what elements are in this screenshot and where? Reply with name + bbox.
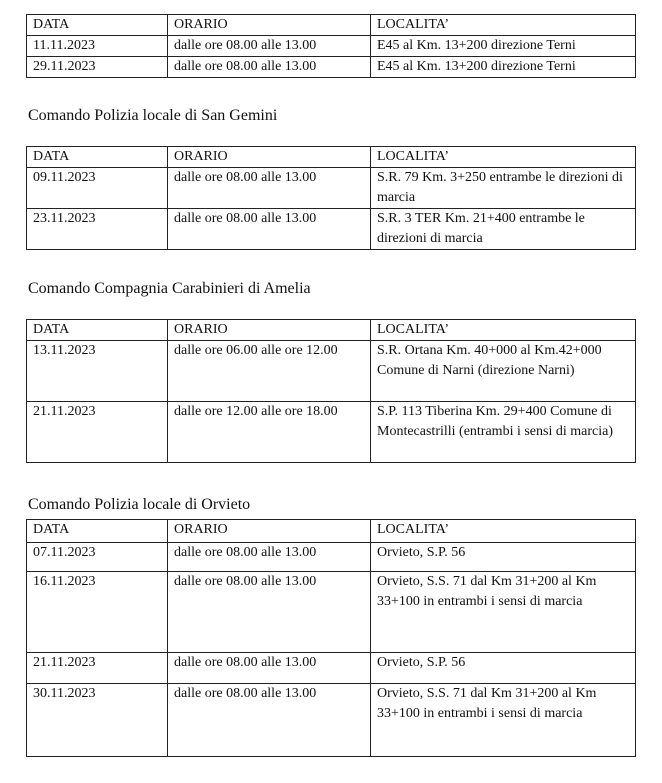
table-row [27, 684, 636, 757]
cell-date: 21.11.2023 [27, 653, 168, 684]
table-row [27, 57, 636, 78]
section-title-orvieto: Comando Polizia locale di Orvieto [28, 496, 251, 513]
cell-time: dalle ore 06.00 alle ore 12.00 [168, 341, 371, 402]
cell-location: Orvieto, S.P. 56 [371, 543, 636, 572]
table-row [27, 168, 636, 209]
cell-location: Orvieto, S.S. 71 dal Km 31+200 al Km 33+100 in entrambi i sensi di marcia [371, 684, 636, 757]
table-header-row [27, 15, 636, 36]
table-header-row [27, 147, 636, 168]
cell-date: 29.11.2023 [27, 57, 168, 78]
cell-time: dalle ore 08.00 alle 13.00 [168, 168, 371, 209]
cell-time: dalle ore 08.00 alle 13.00 [168, 543, 371, 572]
cell-date: 16.11.2023 [27, 572, 168, 653]
cell-location: S.R. 3 TER Km. 21+400 entrambe le direzioni di marcia [371, 209, 636, 250]
header-date: DATA [27, 147, 168, 168]
cell-date: 13.11.2023 [27, 341, 168, 402]
cell-location: Orvieto, S.P. 56 [371, 653, 636, 684]
header-date: DATA [27, 15, 168, 36]
header-location: LOCALITA’ [371, 15, 636, 36]
cell-location: S.R. 79 Km. 3+250 entrambe le direzioni di marcia [371, 168, 636, 209]
schedule-table-orvieto [26, 519, 636, 757]
table-header-row [27, 320, 636, 341]
schedule-table-amelia [26, 319, 636, 463]
schedule-table-san-gemini [26, 146, 636, 250]
table-row [27, 36, 636, 57]
cell-location: S.R. Ortana Km. 40+000 al Km.42+000 Comune di Narni (direzione Narni) [371, 341, 636, 402]
cell-time: dalle ore 08.00 alle 13.00 [168, 572, 371, 653]
header-location: LOCALITA’ [371, 147, 636, 168]
cell-location: E45 al Km. 13+200 direzione Terni [371, 36, 636, 57]
table-row [27, 543, 636, 572]
header-location: LOCALITA’ [371, 320, 636, 341]
cell-date: 21.11.2023 [27, 402, 168, 463]
header-date: DATA [27, 520, 168, 543]
cell-time: dalle ore 08.00 alle 13.00 [168, 57, 371, 78]
cell-location: S.P. 113 Tiberina Km. 29+400 Comune di Montecastrilli (entrambi i sensi di marcia) [371, 402, 636, 463]
table-row [27, 209, 636, 250]
cell-location: Orvieto, S.S. 71 dal Km 31+200 al Km 33+100 in entrambi i sensi di marcia [371, 572, 636, 653]
header-date: DATA [27, 320, 168, 341]
cell-date: 30.11.2023 [27, 684, 168, 757]
header-time: ORARIO [168, 147, 371, 168]
table-header-row [27, 520, 636, 543]
section-title-san-gemini: Comando Polizia locale di San Gemini [28, 107, 278, 124]
cell-date: 11.11.2023 [27, 36, 168, 57]
cell-time: dalle ore 08.00 alle 13.00 [168, 653, 371, 684]
schedule-table-1 [26, 14, 636, 78]
section-title-amelia: Comando Compagnia Carabinieri di Amelia [28, 280, 311, 297]
cell-time: dalle ore 12.00 alle ore 18.00 [168, 402, 371, 463]
cell-date: 09.11.2023 [27, 168, 168, 209]
cell-time: dalle ore 08.00 alle 13.00 [168, 684, 371, 757]
table-row [27, 402, 636, 463]
table-row [27, 653, 636, 684]
table-row [27, 572, 636, 653]
cell-time: dalle ore 08.00 alle 13.00 [168, 36, 371, 57]
cell-location: E45 al Km. 13+200 direzione Terni [371, 57, 636, 78]
table-row [27, 341, 636, 402]
header-time: ORARIO [168, 520, 371, 543]
header-time: ORARIO [168, 15, 371, 36]
cell-date: 23.11.2023 [27, 209, 168, 250]
header-time: ORARIO [168, 320, 371, 341]
cell-date: 07.11.2023 [27, 543, 168, 572]
header-location: LOCALITA’ [371, 520, 636, 543]
cell-time: dalle ore 08.00 alle 13.00 [168, 209, 371, 250]
